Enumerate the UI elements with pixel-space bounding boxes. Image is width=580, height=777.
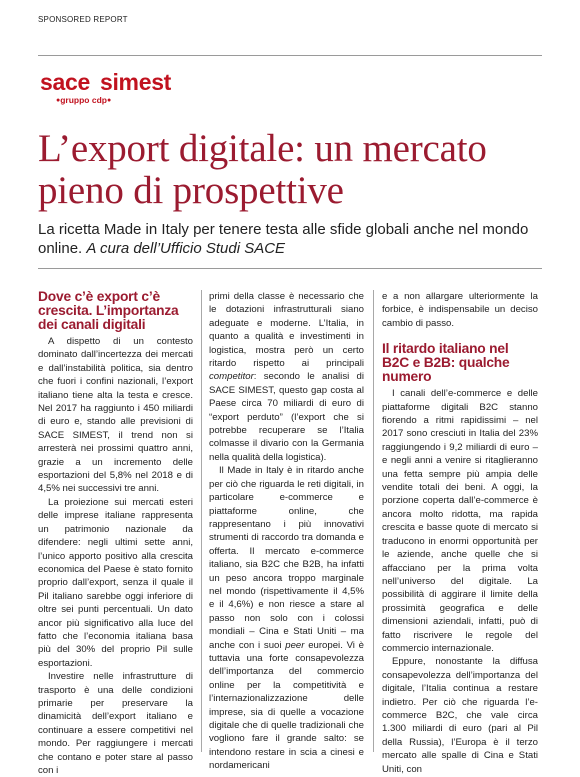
column-divider xyxy=(201,290,202,752)
logo-subtitle xyxy=(56,95,210,105)
section-heading-ritardo: Il ritardo italiano nel B2C e B2B: qualche numero xyxy=(382,341,510,385)
paragraph: Eppure, nonostante la diffusa consapevolezza dell’importanza del digitale, l’Italia continua a restare indietro. Per ciò che riguarda l’e-commerce B2C, che vale circa 1.300 miliardi di euro (pari al Pil della Russia), l’Europa è il terzo mercato alle spalle di Cina e Stati Uniti, con xyxy=(382,656,538,775)
italic-text: peer xyxy=(285,639,305,651)
article-byline: A cura dell’Ufficio Studi SACE xyxy=(86,240,286,257)
text-run: Il Made in Italy è in ritardo anche per ciò che riguarda le reti digitali, in particolare e-commerce e piattaforme online, che rappresentano i più innovativi strumenti di raccordo tra domanda e offerta. Il mercato e-commerce italiano, sia B2C che B2B, ha infatti un peso ancora troppo marginale nel mondo (rispettivamente il 4,5% e il 4,6%) e non riesce a stare al passo non solo con i colossi mondiali – Cina e Stati Uniti – ma anche con i suoi xyxy=(209,465,364,651)
logo-part-sace: sace xyxy=(40,69,90,95)
sace-simest-logo xyxy=(40,70,210,110)
logo-part-simest: simest xyxy=(99,69,172,95)
paragraph: I canali dell’e-commerce e delle piattaforme digitali B2C stanno fiorendo a ritmi rapidissimi – nel 2017 sono cresciuti in Italia del 23% raggiungendo i 9,2 miliardi di euro – e negli anni a venire si ritaglieranno una fetta sempre più ampia delle vendite totali dei beni. A oggi, la porzione coperta dall’e-commerce è ancora molto ridotta, ma rapida crescita e basse quote di mercato si traducono in enormi opportunità per le aziende, anche quelle che si affacciano per la prima volta nell’universo del digitale. La possibilità di aggirare il limite della prossimità geografica e delle dimensioni aziendali, infatti, può di fatto riscrivere le regole del commercio internazionale. xyxy=(382,388,538,654)
logo-subtitle-text: gruppo cdp xyxy=(60,95,107,105)
text-run: europei. Vi è tuttavia una forte consapevolezza dell’importanza del commercio online per la competitività e l’internazionalizzazione delle imprese, sia di quelle a vocazione digitale che di quelle tradizionali che vogliono fare il grande salto: se intendono restare in scia a cinesi e nordamericani xyxy=(209,639,364,772)
paragraph: Investire nelle infrastrutture di trasporto è una delle condizioni primarie per preservare la dinamicità dell’export italiano e continuare a essere competitivi nel mondo. Per raggiungere i mercati che contano e poter stare al passo con i xyxy=(38,671,193,776)
deck-text: La ricetta Made in Italy per tenere testa alle sfide globali anche nel mondo online. xyxy=(38,221,529,257)
logo-wordmark xyxy=(40,70,210,94)
article-deck xyxy=(38,220,548,258)
text-run: : secondo le analisi di SACE SIMEST, questo gap costa al Paese circa 70 miliardi di euro di “export perduto” (l’export che si potrebbe recuperare se l’Italia colmasse il divario con la Germania nella qualità della logistica). xyxy=(209,371,364,463)
italic-text: competitor xyxy=(209,371,254,383)
article-headline: L’export digitale: un mercato pieno di prospettive xyxy=(38,127,487,212)
logo-dot-icon: ● xyxy=(106,97,112,104)
logo-dot-icon: ● xyxy=(56,97,61,104)
article-column-1 xyxy=(38,289,193,776)
paragraph: La proiezione sui mercati esteri delle imprese italiane rappresenta un patrimonio nazionale da difendere: negli ultimi sette anni, l’unico apporto positivo alla crescita economica del Paese è stato fornito proprio dall’export, senza il quale il Pil italiano sarebbe oggi inferiore di oltre sei punti percentuali. Un dato ancor più significativo alla luce del fatto che l’economia italiana basa più del 30% del proprio Pil sulle esportazioni. xyxy=(38,496,193,669)
paragraph xyxy=(209,464,364,772)
article-column-2 xyxy=(209,290,364,772)
paragraph: e a non allargare ulteriormente la forbice, è indispensabile un deciso cambio di passo. xyxy=(382,291,538,329)
deck-divider xyxy=(38,268,542,269)
paragraph: A dispetto di un contesto dominato dall’incertezza dei mercati e dall’instabilità politica, sia dentro che fuori i confini nazionali, l’export italiano tiene alta la testa e cresce. Nel 2017 ha raggiunto i 450 miliardi di euro e, stando alle previsioni di SACE SIMEST, il trend non si arresterà nei prossimi quattro anni, grazie a un incremento delle esportazioni del 5,8% nel 2018 e di 4,5% nei successivi tre anni. xyxy=(38,336,193,495)
column-divider xyxy=(373,290,374,752)
top-divider xyxy=(38,55,542,56)
section-heading-crescita: Dove c’è export c’è crescita. L’importanza dei canali digitali xyxy=(38,289,179,332)
article-column-3 xyxy=(382,290,538,775)
text-run: primi della classe è necessario che le dotazioni infrastrutturali siano adeguate e moderne. L’Italia, in quanto a qualità e investimenti in logistica, mostra però un certo ritardo rispetto ai principali xyxy=(209,291,364,370)
sponsored-label: SPONSORED REPORT xyxy=(38,15,128,24)
paragraph xyxy=(209,290,364,464)
